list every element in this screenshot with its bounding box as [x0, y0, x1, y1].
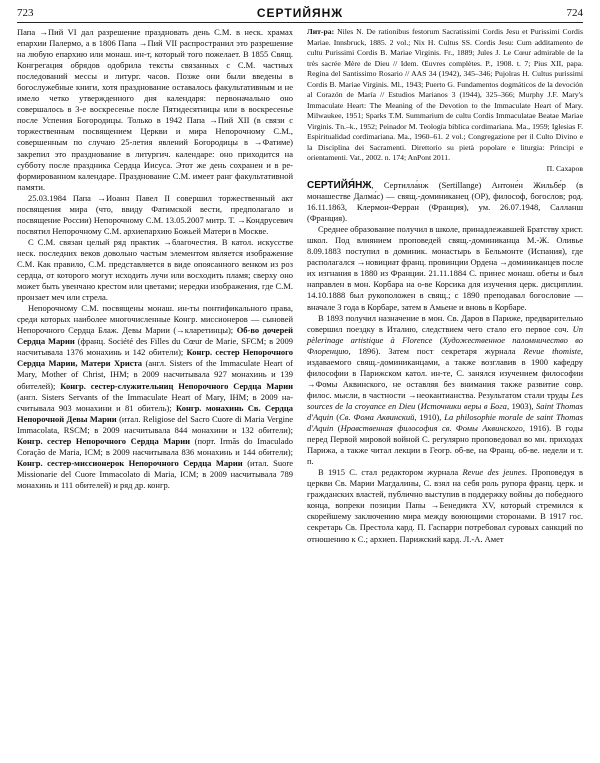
work-title: Un pèlerinage artistique à Florence — [307, 323, 583, 345]
work-title: Les sources de la croyance en Dieu — [307, 389, 583, 411]
left-column — [17, 27, 293, 545]
institute-details: (итал. Religiose del Sacro Cuore di Maria Vergine Immacolata, RSCM; в 2009 насчитывала 844 монахини и 132 обители); — [17, 413, 293, 435]
journal-title: Revue des jeunes — [462, 467, 525, 478]
work-title-translation: Художественное паломничество во Флоренцию — [307, 334, 583, 356]
institute-name: Конгр. сестер Непорочного Сердца Марии — [17, 435, 191, 446]
text-run: , 1910), — [414, 411, 445, 422]
text-run: , 1916). В годы перед Первой мировой войной С. регулярно проповедовал во мн. приходах Парижа, а также читал лекции в Геогр. об-ве, на Франц. об-ве. недели и т. п. — [307, 423, 583, 467]
page-number-right: 724 — [566, 7, 583, 19]
work-title-translation: Св. Фома Аквинский — [339, 411, 415, 422]
text-run: ( — [333, 423, 341, 434]
literature-label: Лит-ра: — [307, 27, 335, 36]
institute-details: (порт. Irmãs do Imaculado Coração de Maria, ICM; в 2009 насчитывала 836 монахинь и 144 обители); — [17, 435, 293, 457]
text-run: В 1893 получил назначение в мон. Св. Даров в Париже, предварительно совершил поездку в Италию, следствием чего стало его первое соч. — [307, 312, 583, 334]
entry-lead — [307, 180, 583, 224]
paragraph-institutes — [17, 303, 293, 491]
text-run: , издаваемого свящ.-доминиканцами, а также возглавив в 1900 кафедру философии в Парижском катол. ин-те, С. занялся изучением философии →Фомы Аквинского, не оставляя без внимания также развитие совр. филос. мысли, в частности →неокантианства. Результатом стали труды — [307, 345, 583, 400]
paragraph-paris-works — [307, 313, 583, 468]
text-run: В 1915 С. стал редактором журнала — [318, 467, 463, 478]
paragraph-consecration: 25.03.1984 Папа →Иоанн Павел II совершил торжественный акт посвящения мира (что, ввиду Фатимской вести, предполагало и посвящение России) Непорочному С.М. 13.05.2007 митр. Т. →Кондрусевич посвятил Непорочному С.М. архиепархию Божьей Матери в Москве. — [17, 192, 293, 236]
institute-details: (англ. Sisters of the Immaculate Heart of Mary, Mother of Christ, IHM; в 2009 насчитывала 927 монахинь и 139 обителей); — [17, 358, 293, 391]
paragraph-feast-history: Папа →Пий VI дал разрешение праздновать день С.М. в неск. храмах епархии Палермо, а в 1806 Папа →Пий VII распространил это разрешение на любую епархию или монаш. ин-т, который того пожелает. В 1855 Свящ. Конгрегация обрядов одобрила тексты связанных с С.М. частных последований мессы и литург. часов. Позже они были введены в богослужебные книги, хотя празднование оставалось факультативным и не имело четко утвержденного дня календаря: первоначально оно совершалось в 3-е воскресенье после Пятидесятницы или в воскресенье после Успения Богородицы. Только в 1942 Папа →Пий XII (в связи с торжественным посвящением Церкви и мира Непорочному С.М., совершенным по случаю 25-летия явлений Богородицы в →Фатиме) закрепил это празднование в литургич. календаре: оно приходится на субботу после праздника Сердца Иисуса. Этот же день сохранен и в реформированном календаре. Празднование С.М. имеет ранг факультативной памяти. — [17, 27, 293, 192]
text-run: , 1896). Затем пост секретаря журнала — [348, 345, 524, 356]
paragraph-education: Среднее образование получил в школе, принадлежавшей Братству христ. школ. Под влиянием проповедей свящ.-доминиканца М.-Ж. Оливье 8.09.1883 поступил в доминик. монастырь в Бельмонте (Испания), где располагался →новициат франц. провинции Ордена →доминиканцев после их изгнания в 1880 из Франции. 21.11.1884 С. принес монаш. обеты и был направлен в мон. Корбара на о-ве Корсика для изучения церк. дисциплин. 14.10.1888 был рукоположен в свящ.; с 1890 преподавал богословие — вначале 3 года в Корбаре, затем в Амьене и вновь в Корбаре. — [307, 224, 583, 312]
institute-name: Конгр. сестер Непорочного Сердца Марии, Матери Христа — [17, 347, 293, 369]
entry-headword: СЕРТИЙЯ́НЖ — [307, 180, 372, 191]
institute-details: (англ. Sisters Servants of the Immaculate Heart of Mary, IHM; в 2009 насчитывала 903 монахини и 81 обитель); — [17, 391, 293, 413]
text-run: , 1903), — [506, 400, 537, 411]
work-title: Saint Thomas d'Aquin — [307, 400, 583, 422]
institute-name: Конгр. сестер-миссионерок Непорочного Сердца Марии — [17, 457, 243, 468]
paragraph-wartime — [307, 467, 583, 544]
work-title-translation: Нравственная философия св. Фомы Аквинского — [340, 423, 523, 434]
institute-details: (итал. Suore Missionarie del Cuore Immacolato di Maria, ICM; в 2009 насчитывала 789 монахинь и 111 обителей) и ряд др. конгр. — [17, 457, 293, 490]
text-run: ( — [432, 334, 443, 345]
author-signature: П. Сахаров — [546, 163, 583, 173]
institutes-intro: Непорочному С.М. посвящены монаш. ин-ты понтификального права, среди которых наиболее многочисленные Конгр. миссионеров — сыновей Непорочного Сердца Блаж. Девы Марии (→кларетинцы); — [17, 303, 293, 336]
institute-details: (франц. Société des Filles du Cœur de Marie, SFCM; в 2009 насчитывала 1376 монахинь и 142 обители); — [17, 336, 294, 358]
literature-list — [307, 27, 583, 164]
work-title-translation: Источники веры в Бога — [420, 400, 507, 411]
text-run: ( — [333, 411, 340, 422]
institute-name: Конгр. сестер-служительниц Непорочного Сердца Марии — [60, 380, 294, 391]
paragraph-iconography: С С.М. связан целый ряд практик →благочестия. В катол. искусстве неск. последних веков довольно частым элементом является изображение С.М. Как правило, С.М. представляется в виде опоясанного венком из роз сердца, от которого могут исходить лучи или восходить пламя; сверху оно может быть увенчано крестом или цветами; нередки изображения, где С.М. пронзает меч или стрела. — [17, 236, 293, 303]
running-title: СЕРТИЙЯНЖ — [256, 6, 344, 20]
entry-lead-text: , Сертилла́нж (Sertillange) Антоне́н Жильбе́р (в монашестве Далма́с) — свящ.-доминиканец (ОР), философ, богослов; род. 16.11.1863, Клермон-Ферран (Франция), ум. 26.07.1948, Салланш (Франция). — [307, 180, 583, 224]
work-title: La philosophie morale de saint Thomas d'Aquin — [307, 411, 583, 434]
institute-name: Конгр. монахинь Св. Сердца Непорочной Девы Марии — [17, 402, 293, 424]
literature-text: Niles N. De rationibus festorum Sacratissimi Cordis Jesu et Purissimi Cordis Mariae. Innsbruck, 1885. 2 vol.; Nix H. Cultus SS. Cordis Jesu: Cum additamento de cultu Purissimi Cordis B. Mariae Virginis. Fr., 1889; Jules J. Le Cœur admirable de la très sacrée Mère de Dieu // Idem. Œuvres complètes. P., 1908. t. 7; Pius XII, papa. Regina del Santissimo Rosario // AAS 34 (1942), 345–346; Pujolras H. Cultus purissimi Cordis B. Mariae Virginis. Ml., 1943; Puerto G. Fundamentos dogmáticos de la devoción al Corazón de María // Estudios Marianos 3 (1944), 325–366; Murphy J.F. Mary's Immaculate Heart: The Meaning of the Devotion to the Immaculate Heart of Mary. Milwaukee, 1951; Sparks T.M. Summarium de cultu Cordis Immaculatae Beatae Mariae Virginis. Tn.–k., 1952; Peinador M. Teología bíblica cordimariana. Ma., 1959; Iglesias F. Espiritualidad cordimariana. Ma., 1960–61. 2 vol.; Congregazione per il Culto Divino e la Disciplina dei Sacramenti. Direttorio su pietà popolare e liturgia: Principi e orientamenti. Vat., 2002. n. 174; AnPont 2011. — [307, 27, 583, 162]
text-columns — [17, 27, 583, 545]
text-run: . Проповедуя в церкви Св. Марии Магдалины, С. взял на себя роль рупора франц. церк. и гражданских властей, публично выступив в поддержку войны до победного конца, вопреки позиции Папы →Бенедикта XV, который стремился к скорейшему заключению мира между воюющими сторонами. В 1917 гос. секретарь Св. Престола кард. П. Гаспарри потребовал суровых санкций по отношению к С.; архиеп. Парижский кард. Л.-А. Амет — [307, 467, 583, 544]
running-header — [17, 6, 583, 23]
journal-title: Revue thomiste — [523, 345, 581, 356]
right-column — [307, 27, 583, 545]
text-run: ( — [415, 400, 421, 411]
institute-name: Об-во дочерей Сердца Марии — [17, 325, 293, 347]
page-number-left: 723 — [17, 7, 34, 19]
